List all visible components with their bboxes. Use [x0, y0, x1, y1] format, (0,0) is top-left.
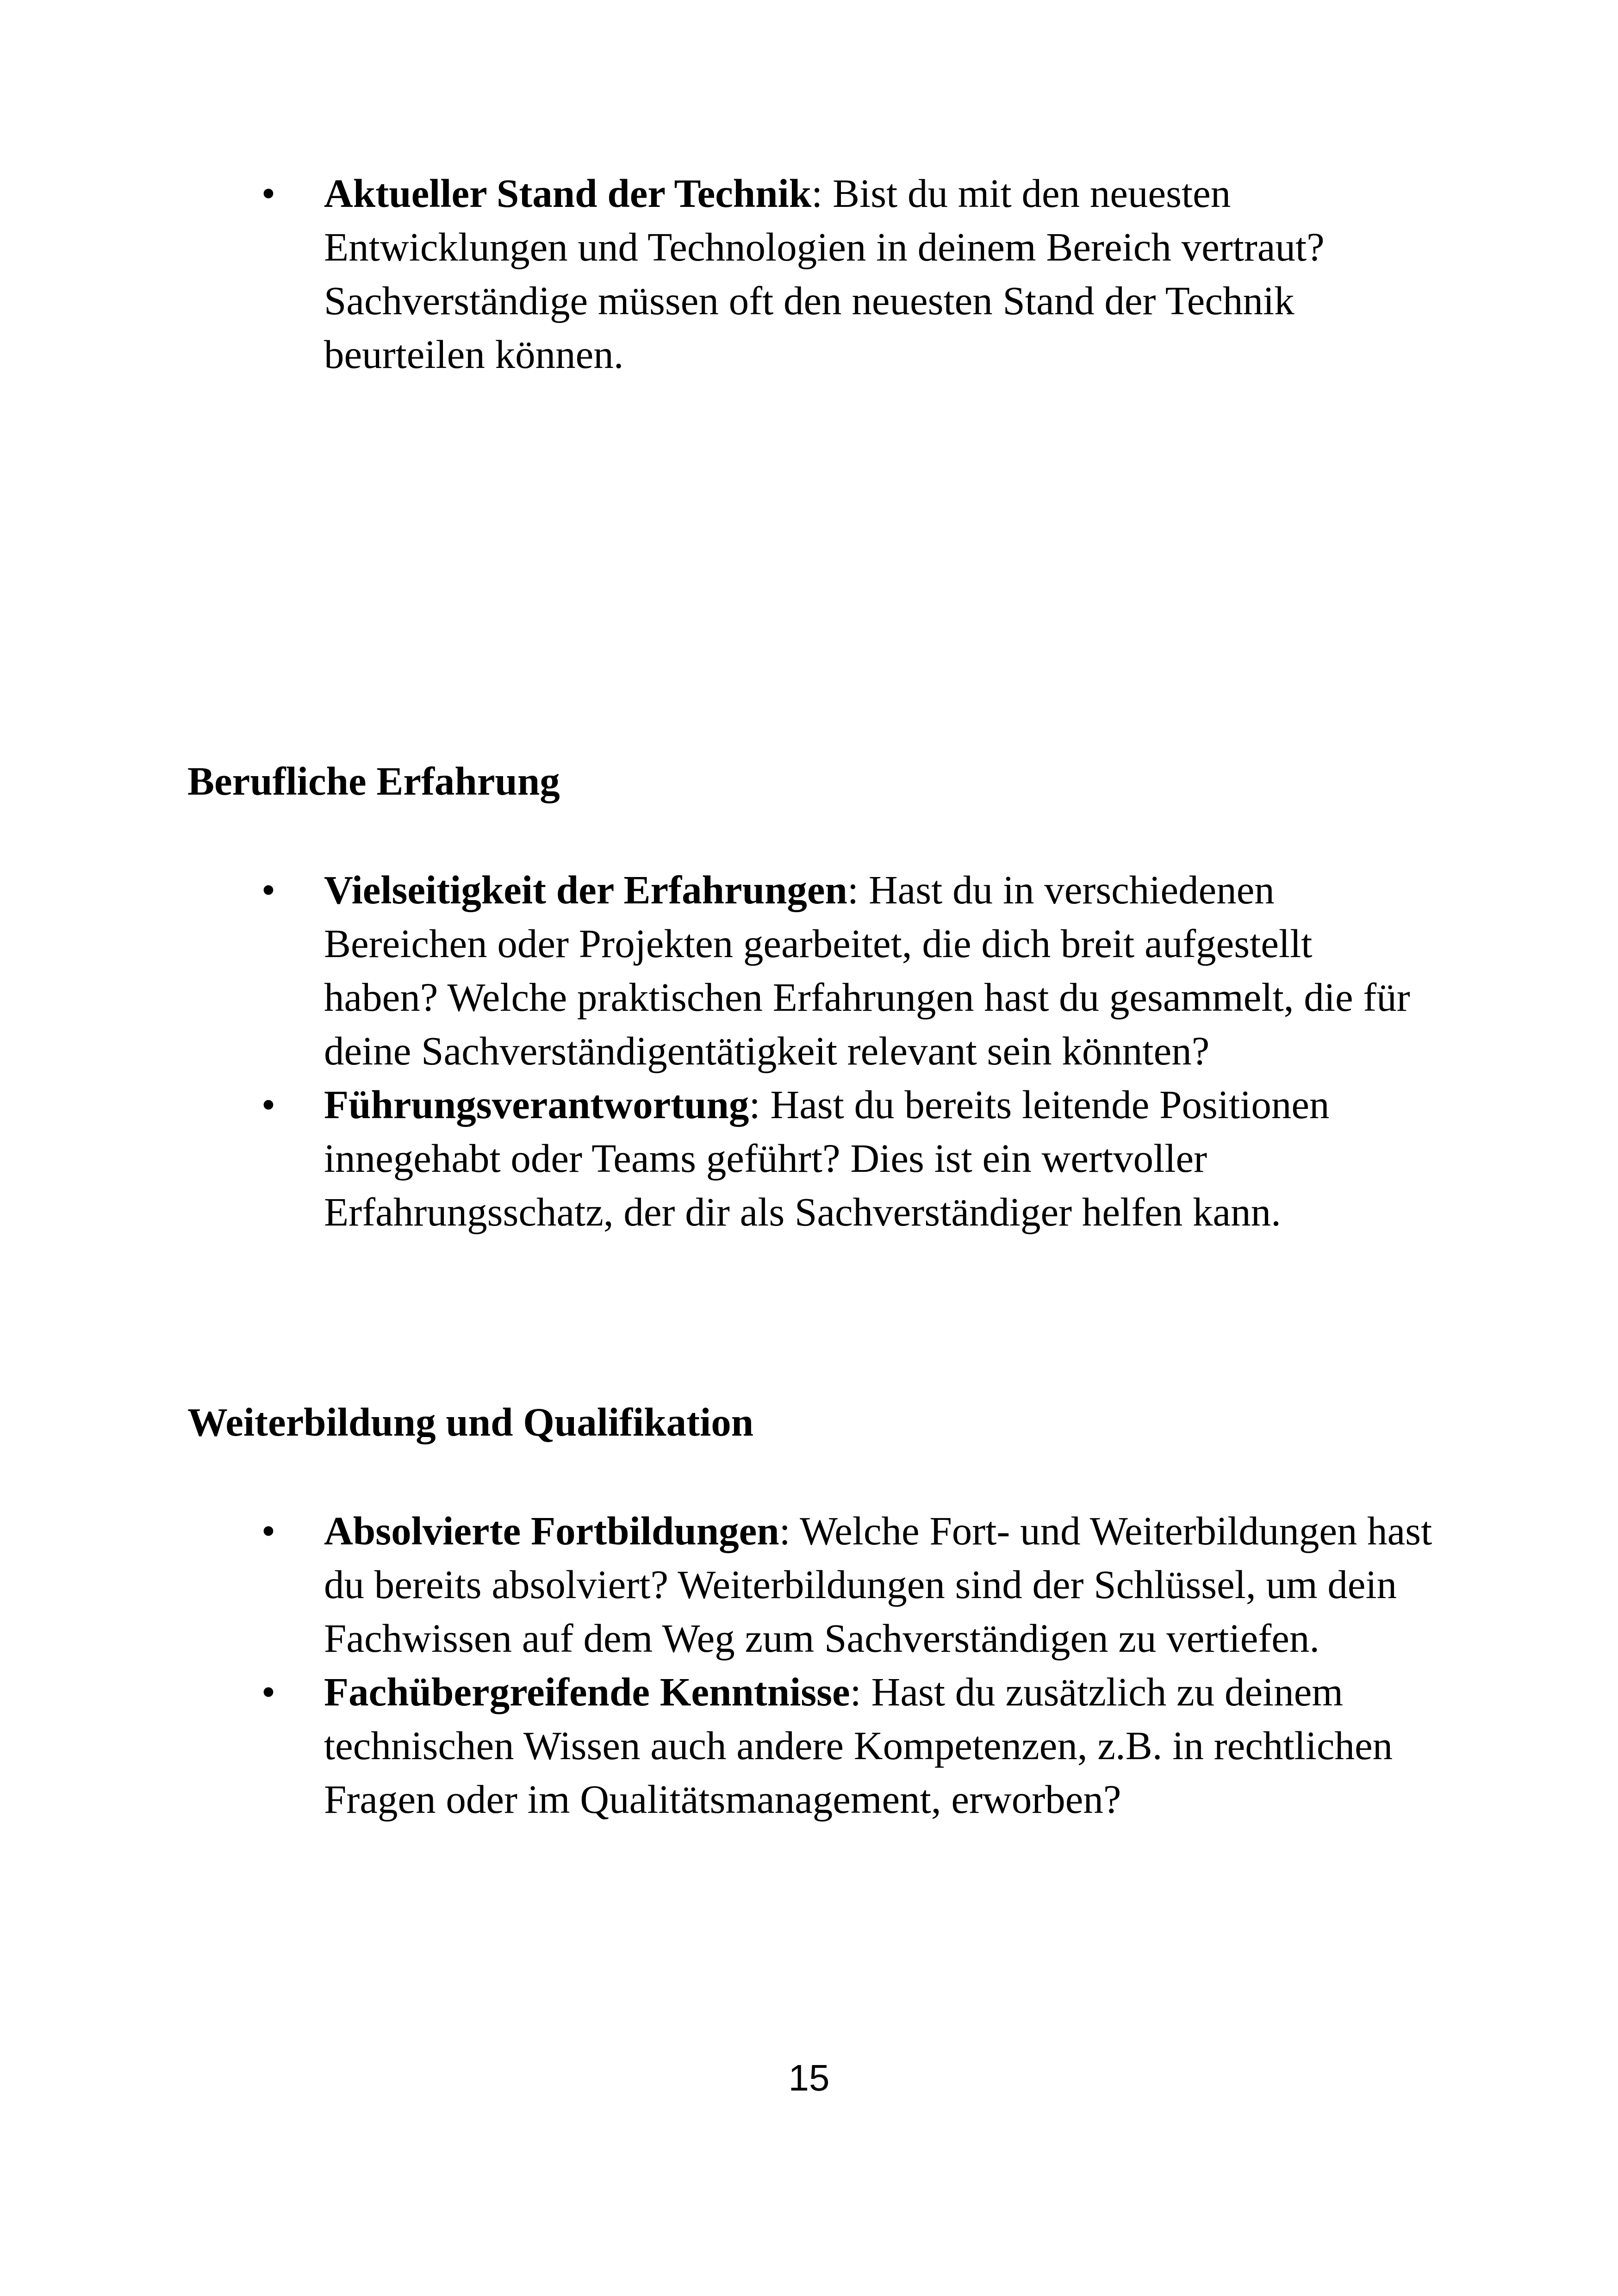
section-heading-berufliche-erfahrung: Berufliche Erfahrung	[187, 759, 560, 803]
item-term: Vielseitigkeit der Erfahrungen	[324, 867, 847, 912]
bullet-icon: •	[261, 867, 276, 912]
bullet-icon: •	[261, 1082, 276, 1127]
item-text: : Hast du bereits leitende Positionen innegehabt oder Teams geführt? Dies ist ein wertvoller Erfahrungsschatz, der dir als Sachverständiger helfen kann.	[324, 1082, 1330, 1234]
list-item	[261, 167, 1435, 381]
item-term: Führungsverantwortung	[324, 1082, 749, 1127]
item-term: Fachübergreifende Kenntnisse	[324, 1669, 850, 1714]
item-term: Aktueller Stand der Technik	[324, 171, 812, 216]
list-item	[261, 1504, 1435, 1665]
bullet-list-stand-der-technik	[261, 167, 1435, 381]
list-item	[261, 1078, 1435, 1239]
item-text: : Welche Fort- und Weiterbildungen hast du bereits absolviert? Weiterbildungen sind der Schlüssel, um dein Fachwissen auf dem Weg zum Sachverständigen zu vertiefen.	[324, 1508, 1432, 1661]
page-number: 15	[788, 2057, 830, 2098]
section-heading-weiterbildung: Weiterbildung und Qualifikation	[187, 1400, 754, 1444]
item-text: : Hast du in verschiedenen Bereichen oder Projekten gearbeitet, die dich breit aufgestellt haben? Welche praktischen Erfahrungen hast du gesammelt, die für deine Sachverständigentätigkeit relevant sein könnten?	[324, 867, 1410, 1073]
bullet-icon: •	[261, 171, 276, 216]
bullet-list-berufliche-erfahrung	[261, 863, 1435, 1239]
bullet-list-weiterbildung	[261, 1504, 1435, 1826]
list-item	[261, 863, 1435, 1078]
bullet-icon: •	[261, 1669, 276, 1714]
item-text: : Bist du mit den neuesten Entwicklungen und Technologien in deinem Bereich vertraut? Sachverständige müssen oft den neuesten Stand der Technik beurteilen können.	[324, 171, 1325, 377]
item-text: : Hast du zusätzlich zu deinem technischen Wissen auch andere Kompetenzen, z.B. in rechtlichen Fragen oder im Qualitätsmanagement, erworben?	[324, 1669, 1393, 1822]
bullet-icon: •	[261, 1508, 276, 1553]
list-item	[261, 1665, 1435, 1826]
item-term: Absolvierte Fortbildungen	[324, 1508, 779, 1553]
